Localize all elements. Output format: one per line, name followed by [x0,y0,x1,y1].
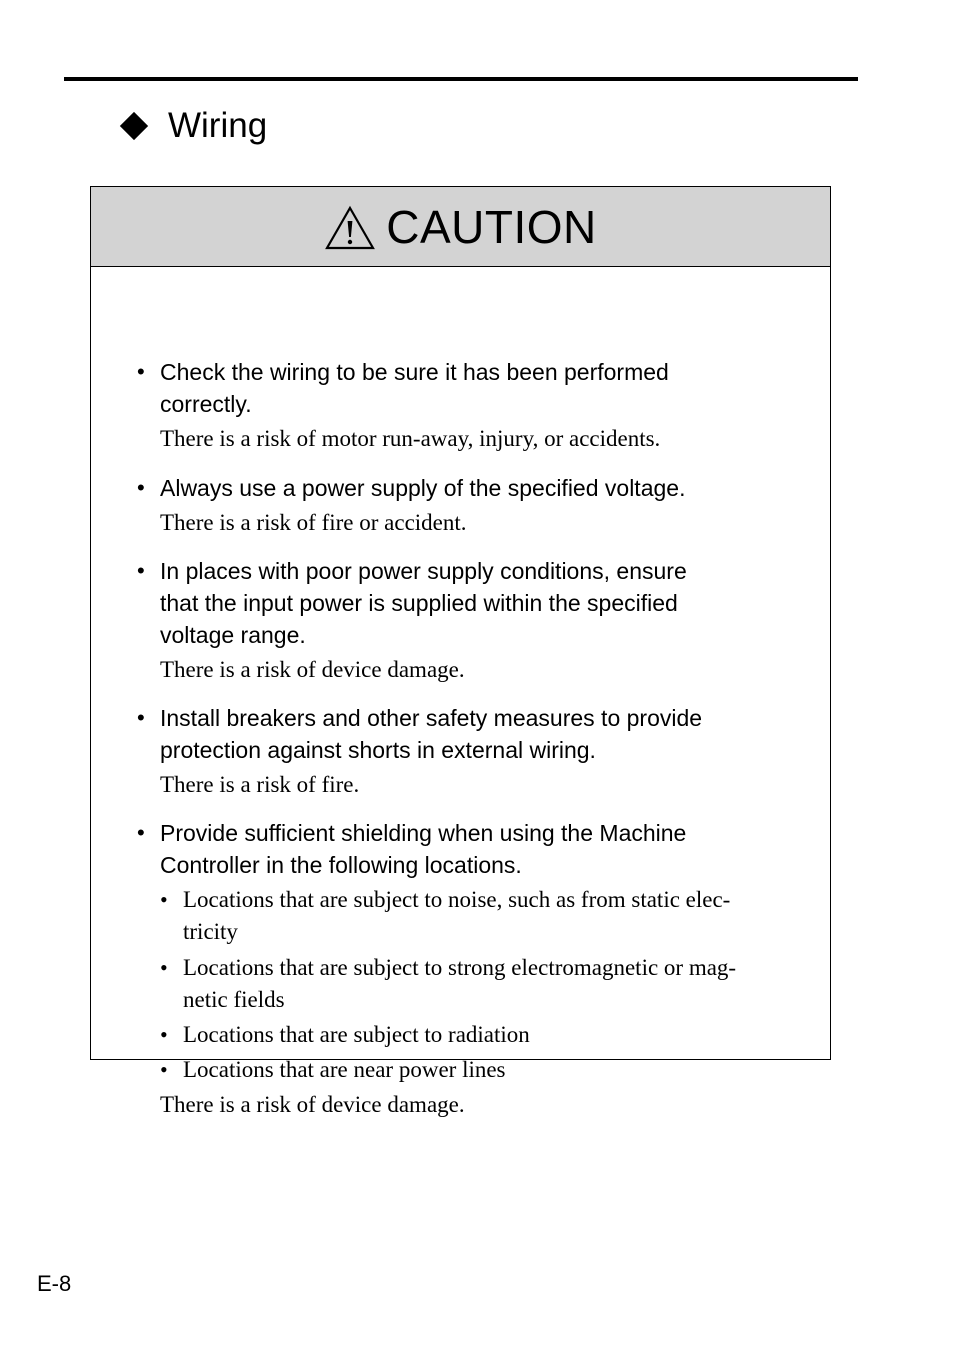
bullet-icon: • [137,820,145,845]
page-number: E-8 [37,1271,72,1296]
sub-bullet-icon: • [160,887,168,912]
caution-item-line: Controller in the following locations. [160,852,522,878]
risk-statement: There is a risk of device damage. [160,1092,465,1117]
caution-item-line: that the input power is supplied within the specified [160,590,678,616]
warning-triangle-icon [324,205,376,251]
caution-item-line: Install breakers and other safety measures to provide [160,705,703,731]
risk-statement: There is a risk of fire or accident. [160,510,467,535]
sub-item-line: Locations that are subject to radiation [183,1022,530,1047]
risk-statement: There is a risk of motor run-away, injury, or accidents. [160,426,661,451]
caution-box [90,186,831,1117]
bullet-icon: • [137,475,145,500]
caution-item-line: In places with poor power supply conditions, ensure [160,558,687,584]
section-heading [120,104,267,148]
caution-item-line: Provide sufficient shielding when using the Machine [160,820,687,846]
caution-item-line: Check the wiring to be sure it has been performed [160,359,669,385]
sub-bullet-icon: • [160,1057,168,1082]
diamond-icon [120,112,148,140]
section-title: Wiring [168,106,268,145]
sub-item-line: Locations that are subject to strong electromagnetic or mag- [183,955,737,980]
sub-item-line: netic fields [183,987,285,1012]
bullet-icon: • [137,558,145,583]
sub-bullet-icon: • [160,955,168,980]
caution-title: CAUTION [386,200,597,253]
caution-item-line: voltage range. [160,622,306,648]
sub-item-line: Locations that are subject to noise, such as from static elec- [183,887,731,912]
caution-item-line: protection against shorts in external wiring. [160,737,596,763]
top-rule [64,77,858,81]
sub-item-line: Locations that are near power lines [183,1057,506,1082]
risk-statement: There is a risk of fire. [160,772,360,797]
caution-item-line: Always use a power supply of the specified voltage. [160,475,686,501]
bullet-icon: • [137,705,145,730]
sub-item-line: tricity [183,919,238,944]
risk-statement: There is a risk of device damage. [160,657,465,682]
bullet-icon: • [137,359,145,384]
caution-header [91,187,830,267]
sub-bullet-icon: • [160,1022,168,1047]
caution-item-line: correctly. [160,391,252,417]
